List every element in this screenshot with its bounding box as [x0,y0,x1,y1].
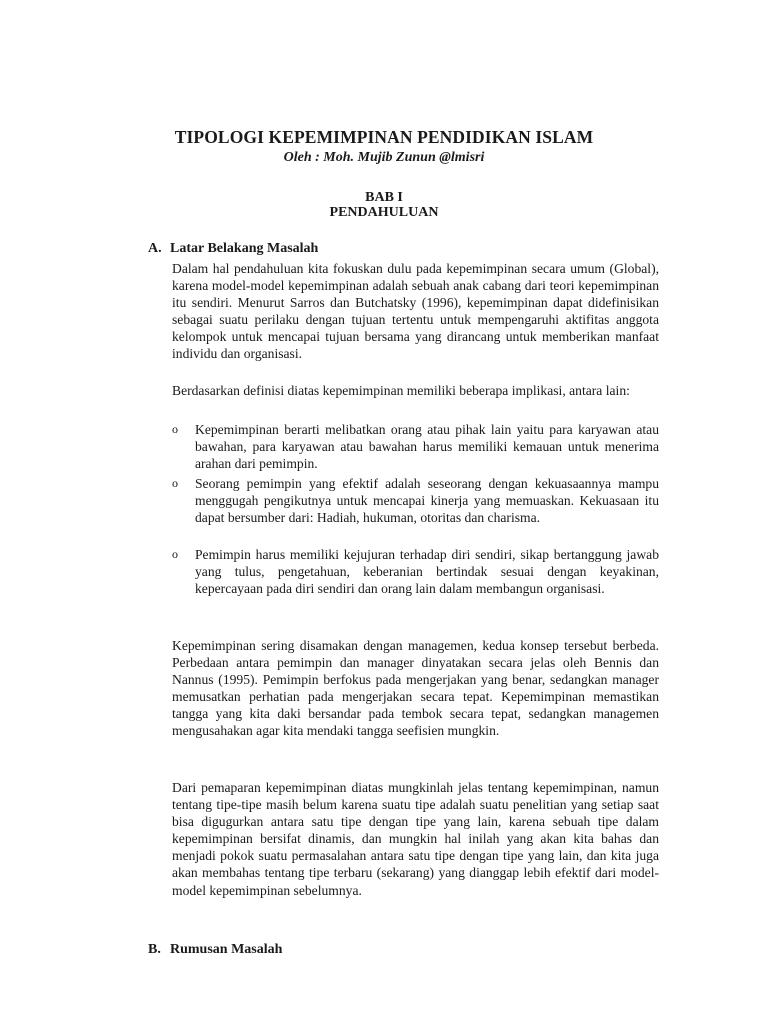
paragraph-4: Dari pemaparan kepemimpinan diatas mungkinlah jelas tentang kepemimpinan, namun tentang tipe-tipe masih belum karena suatu tipe adalah suatu penelitian yang setiap saat bisa digugurkan antara satu tipe dengan tipe yang lain, karena sebuah tipe dalam kepemimpinan bersifat dinamis, dan mungkin hal inilah yang akan kita bahas dan menjadi pokok suatu permasalahan antara satu tipe dengan tipe yang lain, dan kita juga akan membahas tentang tipe terbaru (sekarang) yang dianggap lebih efektif dari model-model kepemimpinan sebelumnya. [172,780,659,898]
document-author: Oleh : Moh. Mujib Zunun @lmisri [283,150,485,165]
paragraph-2: Berdasarkan definisi diatas kepemimpinan memiliki beberapa implikasi, antara lain: [172,383,630,398]
section-b-letter: B. [148,942,161,957]
section-a-title: Latar Belakang Masalah [170,241,319,256]
bullet-text: Pemimpin harus memiliki kejujuran terhadap diri sendiri, sikap bertanggung jawab yang tulus, pengetahuan, keberanian bertindak sesuai dengan keyakinan, kepercayaan pada diri sendiri dan orang lain dalam membangun organisasi. [195,547,659,597]
chapter-title: PENDAHULUAN [329,205,439,220]
bullet-marker: o [172,476,178,490]
bullet-item-2 [172,475,659,526]
section-a-letter: A. [148,241,162,256]
chapter-number: BAB I [365,190,403,205]
bullet-text: Kepemimpinan berarti melibatkan orang atau pihak lain yaitu para karyawan atau bawahan, para karyawan atau bawahan harus memiliki kemauan untuk menerima arahan dari pemimpin. [195,422,659,472]
paragraph-1: Dalam hal pendahuluan kita fokuskan dulu pada kepemimpinan secara umum (Global), karena model-model kepemimpinan adalah sebuah anak cabang dari teori kepemimpinan itu sendiri. Menurut Sarros dan Butchatsky (1996), kepemimpinan dapat didefinisikan sebagai suatu perilaku dengan tujuan tertentu untuk mempengaruhi aktifitas anggota kelompok untuk mencapai tujuan bersama yang dirancang untuk memberikan manfaat individu dan organisasi. [172,261,659,362]
section-b-heading [148,942,282,958]
paragraph-3: Kepemimpinan sering disamakan dengan managemen, kedua konsep tersebut berbeda. Perbedaan antara pemimpin dan manager dinyatakan secara jelas oleh Bennis dan Nannus (1995). Pemimpin berfokus pada mengerjakan yang benar, sedangkan manager memusatkan perhatian pada mengerjakan secara tepat. Kepemimpinan memastikan tangga yang kita daki bersandar pada tembok secara tepat, sedangkan managemen mengusahakan agar kita mendaki tangga seefisien mungkin. [172,638,659,739]
bullet-marker: o [172,422,178,436]
document-title: TIPOLOGI KEPEMIMPINAN PENDIDIKAN ISLAM [174,127,594,147]
bullet-text: Seorang pemimpin yang efektif adalah seseorang dengan kekuasaannya mampu menggugah pengikutnya untuk mencapai kinerja yang memuaskan. Kekuasaan itu dapat bersumber dari: Hadiah, hukuman, otoritas dan charisma. [195,476,659,526]
bullet-item-1 [172,421,659,472]
section-b-title: Rumusan Masalah [170,942,283,957]
section-a-heading [148,241,318,257]
bullet-marker: o [172,547,178,561]
bullet-item-3 [172,546,659,597]
